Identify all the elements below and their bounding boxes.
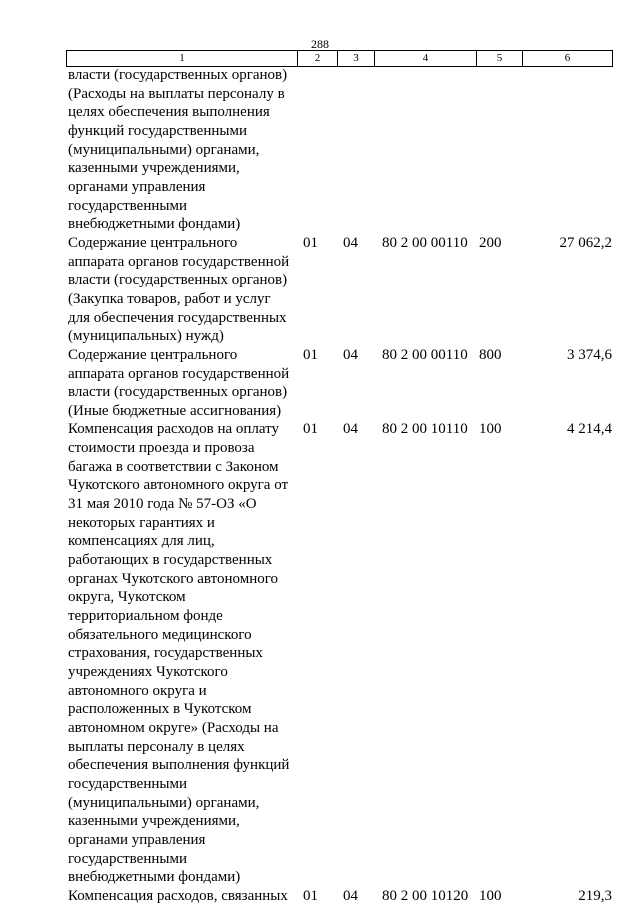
description-line: для обеспечения государственных [68,309,287,326]
description-line: власти (государственных органов) [68,384,288,401]
subsection-code: 04 [343,346,358,363]
description-line: органах Чукотского автономного [68,570,279,587]
description-line: автономном округе» (Расходы на [68,719,279,736]
column-header-6: 6 [523,51,613,67]
description-line: выплаты персоналу в целях [68,738,245,755]
column-header-4: 4 [375,51,477,67]
target-article-code: 80 2 00 10120 [382,887,469,904]
description-line: власти (государственных органов) [68,272,288,289]
section-code [297,66,337,234]
target-article-code [374,66,476,234]
description-line: целях обеспечения выполнения [68,104,270,121]
budget-table [66,66,612,905]
description-line: органами управления [68,831,206,848]
description-line: (муниципальными) органами, [68,794,260,811]
description-line: компенсациях для лиц, [68,533,215,550]
amount: 4 214,4 [567,421,612,438]
description-line: (муниципальных) нужд) [68,328,224,345]
table-row [66,234,612,346]
description-line: (Иные бюджетные ассигнования) [68,402,282,419]
subsection-code [337,66,374,234]
subsection-code: 04 [343,887,358,904]
target-article-code: 80 2 00 00110 [382,234,468,251]
table-row [66,887,612,905]
table-row [66,346,612,421]
description-line: автономного округа и [68,682,207,699]
table-row [66,420,612,886]
row-description [66,346,297,421]
description-line: казенными учреждениями, [68,160,240,177]
description-line: внебюджетными фондами) [68,216,241,233]
description-line: власти (государственных органов) [68,67,288,83]
description-line: (муниципальными) органами, [68,141,260,158]
row-description [66,887,297,905]
amount: 3 374,6 [567,346,612,363]
target-article-code: 80 2 00 10110 [382,421,468,438]
amount [522,66,612,234]
column-header-2: 2 [298,51,338,67]
description-line: функций государственными [68,122,247,139]
expense-type-code: 200 [479,234,502,251]
description-line: Содержание центрального [68,346,238,363]
section-code: 01 [303,234,318,251]
expense-type-code: 100 [479,887,502,904]
description-line: стоимости проезда и провоза [68,440,255,457]
table-row [66,66,612,234]
section-code: 01 [303,346,318,363]
expense-type-code: 100 [479,421,502,438]
expense-type-code: 800 [479,346,502,363]
description-line: Компенсация расходов на оплату [68,421,280,438]
description-line: Содержание центрального [68,234,238,251]
description-line: (Расходы на выплаты персоналу в [68,85,285,102]
description-line: обеспечения выполнения функций [68,757,290,774]
page-number: 288 [311,37,329,51]
description-line: багажа в соответствии с Законом [68,458,279,475]
description-line: 31 мая 2010 года № 57-ОЗ «О [68,496,257,513]
row-description [66,66,297,234]
description-line: органами управления [68,178,206,195]
subsection-code: 04 [343,421,358,438]
description-line: казенными учреждениями, [68,813,240,830]
amount: 27 062,2 [559,234,612,251]
description-line: аппарата органов государственной [68,365,290,382]
section-code: 01 [303,421,318,438]
description-line: (Закупка товаров, работ и услуг [68,290,271,307]
description-line: аппарата органов государственной [68,253,290,270]
description-line: некоторых гарантиях и [68,514,215,531]
description-line: учреждениях Чукотского [68,664,228,680]
column-header-5: 5 [477,51,523,67]
description-line: страхования, государственных [68,645,263,662]
section-code: 01 [303,887,318,904]
description-line: Чукотского автономного округа от [68,477,289,494]
amount: 219,3 [578,887,612,904]
description-line: работающих в государственных [68,552,273,569]
description-line: территориальном фонде [68,608,223,625]
expense-type-code [476,66,522,234]
target-article-code: 80 2 00 00110 [382,346,468,363]
subsection-code: 04 [343,234,358,251]
description-line: расположенных в Чукотском [68,701,252,718]
description-line: государственными [68,197,187,214]
description-line: обязательного медицинского [68,626,252,643]
row-description [66,234,297,346]
column-header-1: 1 [67,51,298,67]
column-header-table [66,50,613,67]
row-description [66,420,297,886]
description-line: Компенсация расходов, связанных [68,887,288,904]
description-line: внебюджетными фондами) [68,869,241,886]
description-line: государственными [68,775,187,792]
description-line: округа, Чукотском [68,589,186,606]
column-header-3: 3 [338,51,375,67]
description-line: государственными [68,850,187,867]
